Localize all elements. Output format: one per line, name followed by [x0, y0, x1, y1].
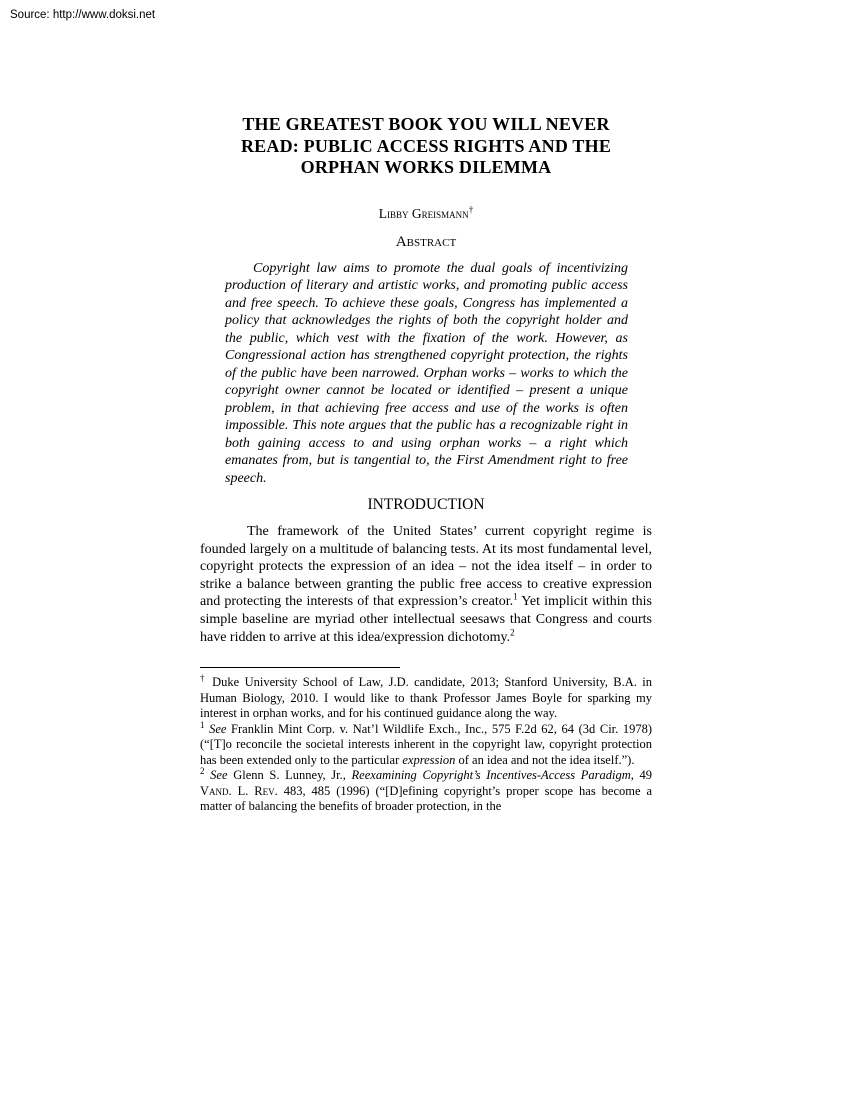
footnote-1: $^1$ See Franklin Mint Corp. v. Nat’l Wildlife Exch., Inc., 575 F.2d 62, 64 (3d Cir. 1978) (“[T]o reconcile the societal interests inherent in the copyright law, copyright protection has been extended only to the particular expression of an idea and not the idea itself.”). — [200, 719, 653, 767]
article-title — [200, 114, 652, 179]
abstract-paragraph: Copyright law aims to promote the dual goals of incentivizing production of literary and artistic works, and promoting public access and free speech. To achieve these goals, Congress has implemented a policy that acknowledges the rights of both the copyright holder and the public, which vest with the fixation of the work. However, as Congressional action has strengthened copyright protection, the rights of the public have been narrowed. Orphan works – works to which the copyright owner cannot be located or identified – present a unique problem, in that achieving free access and use of the works is often impossible. This note argues that the public has a recognizable right in both gaining access to and using orphan works – a right which emanates from, but is tangential to, the First Amendment right to free speech. — [225, 260, 628, 486]
footnotes-section — [200, 675, 652, 815]
author-name: Libby Greismann — [378, 205, 469, 221]
article-content — [200, 114, 652, 815]
title-line-2: READ: PUBLIC ACCESS RIGHTS AND THE — [240, 135, 612, 156]
introduction-paragraph: The framework of the United States’ current copyright regime is founded largely on a multitude of balancing tests. At its most fundamental level, copyright protects the expression of an idea – not the idea itself – in order to strike a balance between granting the public free access to creative expression and protecting the interests of that expression’s creator.$^1$ Yet implicit within this simple baseline are myriad other intellectual seesaws that Congress and courts have ridden to arrive at this idea/expression dichotomy.$^2$ — [200, 524, 652, 645]
footnote-2: $^2$ See Glenn S. Lunney, Jr., Reexamining Copyright’s Incentives-Access Paradigm, 49 Vand. L. Rev. 483, 485 (1996) (“[D]efining copyright’s proper scope has become a matter of balancing the benefits of broader protection, in the — [200, 766, 653, 814]
title-line-3: ORPHAN WORKS DILEMMA — [300, 157, 552, 177]
source-url-label: Source: http://www.doksi.net — [10, 9, 156, 21]
introduction-heading: INTRODUCTION — [367, 496, 485, 513]
author-footnote-mark: † — [468, 204, 474, 214]
footnote-author-note: † Duke University School of Law, J.D. candidate, 2013; Stanford University, B.A. in Human Biology, 2010. I would like to thank Professor James Boyle for sparking my interest in orphan works, and for his continued guidance along the way. — [200, 673, 652, 721]
abstract-heading: Abstract — [395, 233, 457, 250]
title-line-1: THE GREATEST BOOK YOU WILL NEVER — [242, 114, 610, 134]
footnote-separator-rule — [200, 667, 400, 668]
author-line — [200, 206, 652, 222]
